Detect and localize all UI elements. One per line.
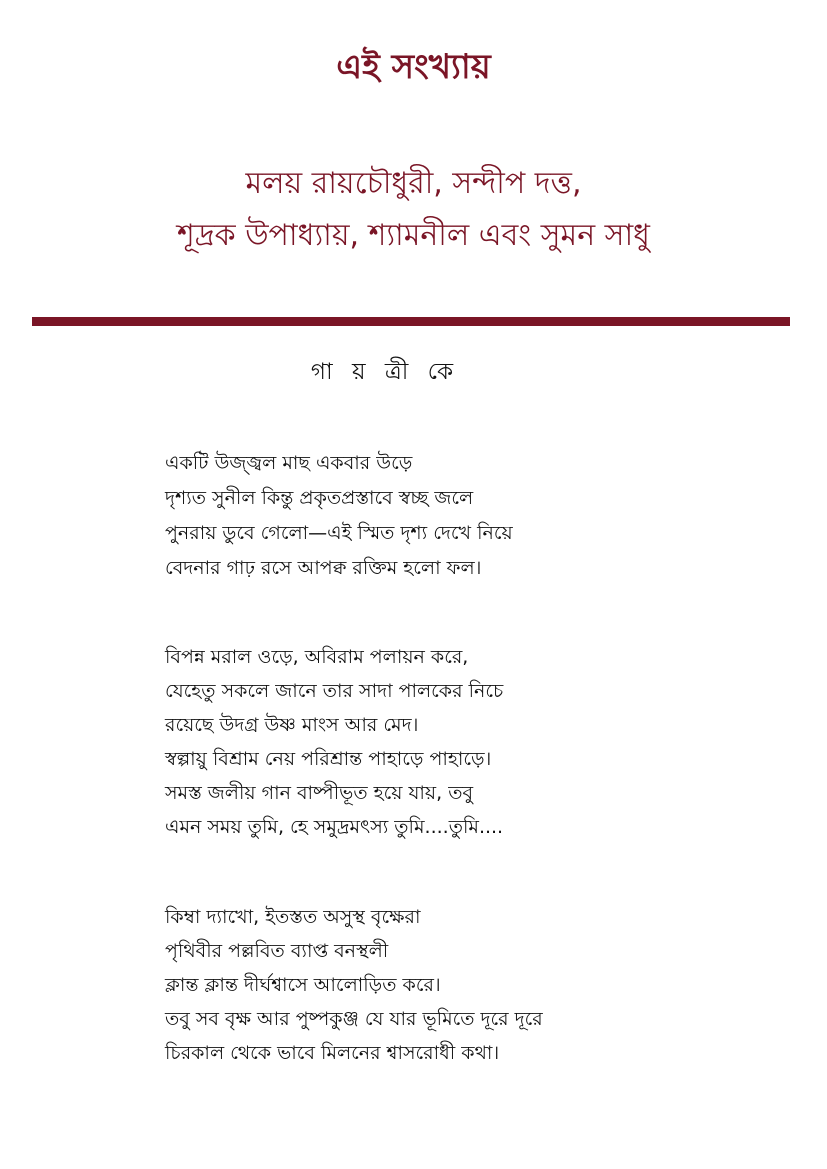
- stanza: [165, 900, 805, 1070]
- poem-body: [165, 446, 805, 1106]
- poem-line: স্বল্পায়ু বিশ্রাম নেয় পরিশ্রান্ত পাহাড়ে পাহাড়ে।: [165, 748, 492, 770]
- poem-line: রয়েছে উদগ্র উষ্ণ মাংস আর মেদ।: [165, 714, 419, 736]
- poem-line: যেহেতু সকলে জানে তার সাদা পালকের নিচে: [165, 680, 504, 702]
- poem-line: এমন সময় তুমি, হে সমুদ্রমৎস্য তুমি....তুমি....: [165, 816, 504, 838]
- section-divider: [32, 317, 790, 326]
- stanza: [165, 446, 805, 586]
- stanza: [165, 640, 805, 844]
- contributors-line: শূদ্রক উপাধ্যায়, শ্যামনীল এবং সুমন সাধু: [176, 218, 650, 253]
- contributors-line: মলয় রায়চৌধুরী, সন্দীপ দত্ত,: [245, 166, 582, 201]
- poem-line: ক্লান্ত ক্লান্ত দীর্ঘশ্বাসে আলোড়িত করে।: [165, 974, 441, 996]
- poem-line: সমস্ত জলীয় গান বাষ্পীভূত হয়ে যায়, তবু: [165, 782, 474, 804]
- poem-line: একটি উজ্জ্বল মাছ একবার উড়ে: [165, 452, 413, 474]
- poem-title: গা য় ত্রী কে: [310, 359, 460, 385]
- poem-line: বেদনার গাঢ় রসে আপক্ব রক্তিম হলো ফল।: [165, 557, 482, 579]
- poem-line: পুনরায় ডুবে গেলো—এই স্মিত দৃশ্য দেখে নিয়ে: [165, 522, 513, 544]
- poem-line: বিপন্ন মরাল ওড়ে, অবিরাম পলায়ন করে,: [165, 646, 469, 668]
- poem-line: পৃথিবীর পল্লবিত ব্যাপ্ত বনস্থলী: [165, 940, 389, 962]
- poem-line: চিরকাল থেকে ভাবে মিলনের শ্বাসরোধী কথা।: [165, 1042, 500, 1064]
- issue-heading: এই সংখ্যায়: [336, 47, 491, 87]
- contributors-block: [0, 158, 827, 262]
- poem-line: কিম্বা দ্যাখো, ইতস্তত অসুস্থ বৃক্ষেরা: [165, 906, 421, 928]
- poem-line: তবু সব বৃক্ষ আর পুষ্পকুঞ্জ যে যার ভূমিতে দূরে দূরে: [165, 1008, 543, 1030]
- poem-line: দৃশ্যত সুনীল কিন্তু প্রকৃতপ্রস্তাবে স্বচ্ছ জলে: [165, 487, 474, 509]
